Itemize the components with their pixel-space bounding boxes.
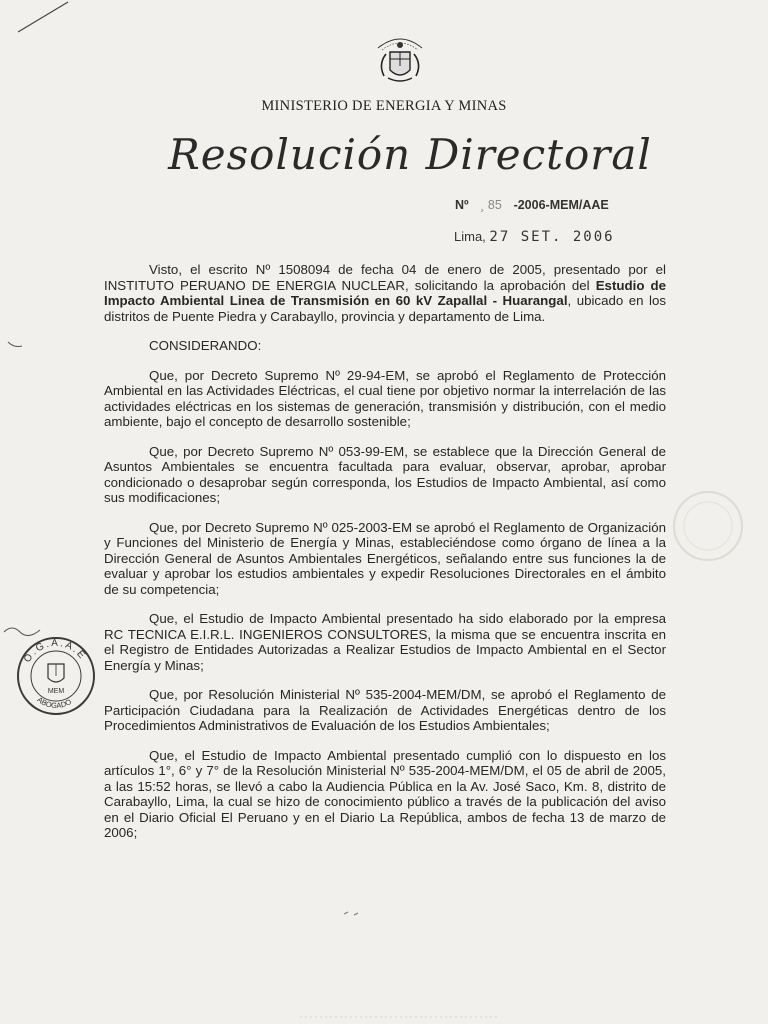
paragraph-text: Que, por Decreto Supremo Nº 025-2003-EM se aprobó el Reglamento de Organización y Funciones del Ministerio de Energía y Minas, estableciéndose como órgano de línea a la Dirección General de Asuntos Ambientales Energéticos, señalando entre sus funciones la de evaluar y aprobar los estudios ambientales y expedir Resoluciones Directorales en el ámbito de su competencia;: [104, 519, 666, 597]
body-paragraph: [104, 520, 666, 598]
body-paragraph: [104, 748, 666, 841]
bottom-edge-mark: [300, 1012, 500, 1022]
seal-ring-text: O.G.A.A.E: [21, 637, 89, 665]
resolution-number: [455, 198, 609, 212]
paragraph-text: Que, por Resolución Ministerial Nº 535-2004-MEM/DM, se aprobó el Reglamento de Participación Ciudadana para la Realización de Actividades Energéticas dentro de los Procedimientos Administrativos de Evaluación de los Estudios Ambientales;: [104, 687, 666, 733]
paragraph-text: Que, por Decreto Supremo Nº 053-99-EM, se establece que la Dirección General de Asuntos Ambientales se encuentra facultada para evaluar, observar, aprobar, aprobar condicionado o desaprobar según corresponda, los Estudios de Impacto Ambiental, así como sus modificaciones;: [104, 443, 666, 505]
body-paragraph: [104, 368, 666, 430]
bleed-through-stamp: [668, 486, 748, 566]
bold-text: Estudio de Impacto Ambiental Linea de Transmisión en 60 kV Zapallal - Huarangal: [104, 277, 667, 308]
paragraph-text: Visto, el escrito Nº 1508094 de fecha 04 de enero de 2005, presentado por el INSTITUTO PERUANO DE ENERGIA NUCLEAR, solicitando la aprobación del: [104, 262, 666, 293]
document-title: Resolución Directoral: [168, 130, 652, 179]
paragraph-text: Que, por Decreto Supremo Nº 29-94-EM, se aprobó el Reglamento de Protección Ambiental en las Actividades Eléctricas, el cual tiene por objetivo normar la interrelación de las actividades eléctricas en los sistemas de generación, transmisión y distribución, con el medio ambiente, bajo el concepto de desarrollo sostenible;: [104, 367, 666, 429]
ministry-name: MINISTERIO DE ENERGIA Y MINAS: [261, 98, 507, 114]
body-paragraph: [104, 611, 666, 673]
paragraph-text: Que, el Estudio de Impacto Ambiental presentado ha sido elaborado por la empresa RC TECNICA E.I.R.L. INGENIEROS CONSULTORES, la misma que se encuentra inscrita en el Registro de Entidades Autorizadas a Realizar Estudios de Impacto Ambiental en el Sector Energía y Minas;: [104, 611, 666, 673]
scan-mark-left: [0, 330, 30, 360]
coat-of-arms-icon: [372, 28, 428, 88]
body-paragraph: [104, 687, 666, 734]
body-paragraph: [104, 262, 666, 324]
official-seal-stamp: [14, 634, 98, 718]
resolution-handwritten-number: ¸ 85: [480, 198, 502, 212]
scan-mark-top-left: [0, 0, 80, 40]
pen-mark: [340, 908, 370, 920]
body-paragraph: [104, 444, 666, 506]
paragraph-text: Que, el Estudio de Impacto Ambiental presentado cumplió con lo dispuesto en los artículos 1°, 6° y 7° de la Resolución Ministerial Nº 535-2004-MEM/DM, el 05 de abril de 2005, a las 15:52 horas, se llevó a cabo la Audiencia Pública en la Av. José Saco, Km. 8, distrito de Carabayllo, Lima, la cual se hizo de conocimiento público a través de la publicación del aviso en el Diario Oficial El Peruano y en el Diario La República, ambos de fecha 13 de marzo de 2006;: [104, 747, 666, 840]
seal-mem-text: MEM: [47, 688, 65, 695]
place-and-date: [454, 229, 615, 245]
section-heading: [104, 338, 666, 354]
svg-text:ABOGADO: [36, 695, 74, 710]
paragraph-text: CONSIDERANDO:: [149, 338, 262, 353]
place-prefix: Lima,: [454, 229, 486, 244]
document-body: [104, 262, 666, 855]
signature-stroke: [0, 620, 50, 640]
date-stamp: 27 SET. 2006: [489, 229, 615, 245]
resolution-prefix: Nº: [455, 198, 469, 212]
resolution-suffix: -2006-MEM/AAE: [513, 198, 609, 212]
seal-bottom-text: ABOGADO: [35, 694, 73, 711]
paragraph-text: , ubicado en los distritos de Puente Piedra y Carabayllo, provincia y departamento de Lima.: [104, 293, 666, 324]
